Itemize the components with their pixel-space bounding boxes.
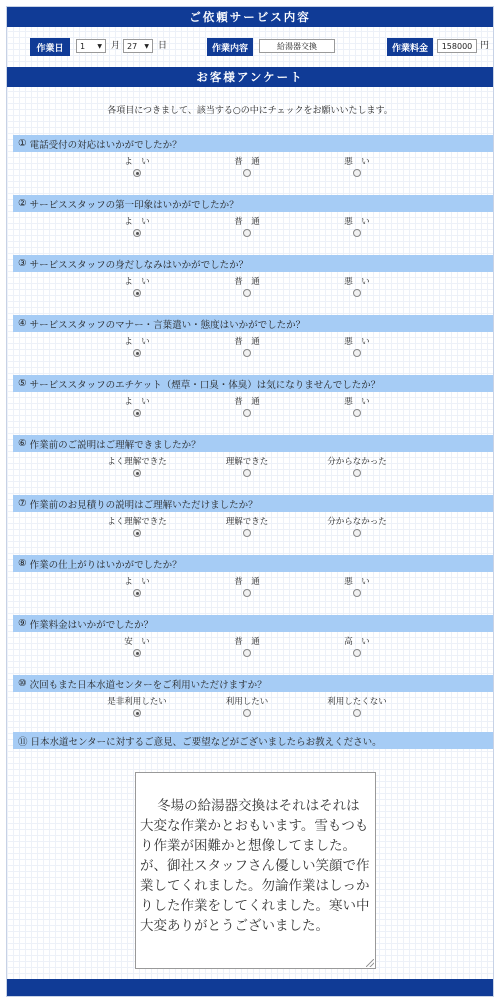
answer-option[interactable] xyxy=(87,517,187,537)
answer-radio[interactable] xyxy=(133,529,141,537)
answer-option-label: 普 通 xyxy=(234,277,260,287)
answer-option[interactable] xyxy=(87,397,187,417)
answer-option[interactable] xyxy=(307,457,407,477)
answer-option[interactable] xyxy=(197,277,297,297)
answer-radio[interactable] xyxy=(133,169,141,177)
answer-radio[interactable] xyxy=(133,469,141,477)
answer-option-label: 利用したい xyxy=(225,697,269,707)
question-header-8 xyxy=(13,555,493,572)
question-text: サービススタッフの身だしなみはいかがでしたか？ xyxy=(29,259,249,271)
answer-radio[interactable] xyxy=(243,469,251,477)
question-number: ⑨ xyxy=(18,618,27,629)
question-text: サービススタッフの第一印象はいかがでしたか？ xyxy=(29,199,239,211)
answer-option-label: 悪 い xyxy=(344,277,370,287)
answer-radio[interactable] xyxy=(353,709,361,717)
answer-option-label: 理解できた xyxy=(225,457,269,467)
answer-option[interactable] xyxy=(197,337,297,357)
question-text: 次回もまた日本水道センターをご利用いただけますか？ xyxy=(29,679,267,691)
answer-option[interactable] xyxy=(307,637,407,657)
work-fee-label: 作業料金 xyxy=(387,38,433,56)
answer-option[interactable] xyxy=(87,217,187,237)
answer-option[interactable] xyxy=(307,217,407,237)
answer-option[interactable] xyxy=(197,517,297,537)
answer-option-label: 普 通 xyxy=(234,577,260,587)
answer-radio[interactable] xyxy=(353,589,361,597)
day-select[interactable] xyxy=(123,39,153,53)
answer-option-label: 普 通 xyxy=(234,397,260,407)
question-number: ⑦ xyxy=(18,498,27,509)
question-header-5 xyxy=(13,375,493,392)
survey-intro: 各項目につきまして、該当する○の中にチェックをお願いいたします。 xyxy=(107,106,393,116)
answer-option-label: よ い xyxy=(124,217,150,227)
service-section-header: ご依頼サービス内容 xyxy=(7,7,493,27)
answer-option-label: よく理解できた xyxy=(107,457,167,467)
answer-option-label: 悪 い xyxy=(344,337,370,347)
question-text: サービススタッフのエチケット（煙草・口臭・体臭）は気になりませんでしたか？ xyxy=(29,379,381,391)
work-content-label: 作業内容 xyxy=(207,38,253,56)
answer-option-label: 普 通 xyxy=(234,637,260,647)
chevron-down-icon: ▼ xyxy=(144,42,149,50)
answer-radio[interactable] xyxy=(353,229,361,237)
answer-option[interactable] xyxy=(307,397,407,417)
answer-option-label: よ い xyxy=(124,277,150,287)
question-text: 作業の仕上がりはいかがでしたか？ xyxy=(29,559,182,571)
answer-option-label: よく理解できた xyxy=(107,517,167,527)
answer-radio[interactable] xyxy=(133,349,141,357)
answer-option[interactable] xyxy=(307,577,407,597)
answer-option[interactable] xyxy=(197,697,297,717)
question-header-11 xyxy=(13,732,493,749)
answer-option[interactable] xyxy=(197,577,297,597)
answer-option-label: よ い xyxy=(124,577,150,587)
answer-radio[interactable] xyxy=(353,649,361,657)
question-text: 作業料金はいかがでしたか？ xyxy=(29,619,154,631)
answer-option-label: 高 い xyxy=(344,637,370,647)
answer-radio[interactable] xyxy=(353,349,361,357)
answer-option-label: 是非利用したい xyxy=(107,697,167,707)
question-header-1 xyxy=(13,135,493,152)
answer-option-label: 分からなかった xyxy=(327,457,387,467)
question-text: サービススタッフのマナー・言葉遣い・態度はいかがでしたか？ xyxy=(29,319,306,331)
answer-radio[interactable] xyxy=(353,409,361,417)
answer-radio[interactable] xyxy=(133,409,141,417)
answer-option[interactable] xyxy=(87,157,187,177)
answer-option[interactable] xyxy=(87,337,187,357)
answer-option[interactable] xyxy=(87,697,187,717)
answer-radio[interactable] xyxy=(243,589,251,597)
answer-radio[interactable] xyxy=(243,229,251,237)
question-number: ⑤ xyxy=(18,378,27,389)
answer-radio[interactable] xyxy=(243,649,251,657)
answer-option-label: 普 通 xyxy=(234,337,260,347)
answer-option-label: 普 通 xyxy=(234,217,260,227)
answer-radio[interactable] xyxy=(243,529,251,537)
answer-option-label: 普 通 xyxy=(234,157,260,167)
question-header-9 xyxy=(13,615,493,632)
work-fee-unit: 円 xyxy=(480,41,490,51)
question-number: ⑧ xyxy=(18,558,27,569)
survey-form xyxy=(6,6,494,997)
answer-option-label: 悪 い xyxy=(344,217,370,227)
answer-radio[interactable] xyxy=(243,409,251,417)
answer-option[interactable] xyxy=(87,277,187,297)
answer-option[interactable] xyxy=(197,637,297,657)
comment-textarea[interactable] xyxy=(135,772,376,969)
answer-radio[interactable] xyxy=(133,709,141,717)
answer-radio[interactable] xyxy=(353,169,361,177)
answer-option-label: よ い xyxy=(124,337,150,347)
day-unit: 日 xyxy=(158,41,168,51)
service-details-row xyxy=(7,33,493,61)
answer-option[interactable] xyxy=(307,337,407,357)
answer-option-label: 分からなかった xyxy=(327,517,387,527)
question-number: ④ xyxy=(18,318,27,329)
question-header-3 xyxy=(13,255,493,272)
question-number: ① xyxy=(18,138,27,149)
answer-option-label: 悪 い xyxy=(344,157,370,167)
answer-radio[interactable] xyxy=(133,589,141,597)
answer-option-label: よ い xyxy=(124,157,150,167)
chevron-down-icon: ▼ xyxy=(97,42,102,50)
question-header-6 xyxy=(13,435,493,452)
answer-radio[interactable] xyxy=(243,289,251,297)
work-fee-field[interactable]: 158000 xyxy=(437,39,477,53)
month-select[interactable] xyxy=(76,39,106,53)
answer-option-label: よ い xyxy=(124,397,150,407)
question-header-4 xyxy=(13,315,493,332)
question-number: ⑩ xyxy=(18,678,27,689)
answer-option[interactable] xyxy=(197,217,297,237)
day-value: 27 xyxy=(127,41,138,51)
answer-radio[interactable] xyxy=(243,169,251,177)
answer-option-label: 悪 い xyxy=(344,577,370,587)
answer-option[interactable] xyxy=(87,637,187,657)
answer-radio[interactable] xyxy=(353,529,361,537)
footer-bar xyxy=(7,979,493,996)
answer-radio[interactable] xyxy=(133,289,141,297)
answer-option[interactable] xyxy=(197,157,297,177)
question-text: 電話受付の対応はいかがでしたか？ xyxy=(29,139,182,151)
month-value: 1 xyxy=(80,41,86,51)
answer-radio[interactable] xyxy=(133,649,141,657)
question-number: ② xyxy=(18,198,27,209)
answer-option-label: 利用したくない xyxy=(327,697,387,707)
question-text: 日本水道センターに対するご意見、ご要望などがございましたらお教えください。 xyxy=(30,736,382,748)
answer-option[interactable] xyxy=(307,277,407,297)
answer-option[interactable] xyxy=(307,697,407,717)
work-date-label: 作業日 xyxy=(30,38,70,56)
question-header-7 xyxy=(13,495,493,512)
answer-option[interactable] xyxy=(87,457,187,477)
question-header-2 xyxy=(13,195,493,212)
question-text: 作業前のお見積りの説明はご理解いただけましたか？ xyxy=(29,499,258,511)
question-number: ③ xyxy=(18,258,27,269)
question-number: ⑥ xyxy=(18,438,27,449)
work-content-field[interactable]: 給湯器交換 xyxy=(259,39,335,53)
month-unit: 月 xyxy=(111,41,121,51)
comment-text: 冬場の給湯器交換はそれはそれは大変な作業かとおもいます。雪もつもり作業が困難かと想像してました。が、御社スタッフさん優しい笑顔で作業してくれました。勿論作業はしっかりした作業をしてくれました。寒い中大変ありがとうございました。 xyxy=(140,798,370,934)
resize-grip-icon[interactable] xyxy=(366,959,374,967)
question-number: ⑪ xyxy=(18,736,28,748)
answer-option[interactable] xyxy=(197,397,297,417)
answer-option-label: 安 い xyxy=(124,637,150,647)
survey-section-header: お客様アンケート xyxy=(7,67,493,87)
question-header-10 xyxy=(13,675,493,692)
answer-option-label: 理解できた xyxy=(225,517,269,527)
answer-option[interactable] xyxy=(307,517,407,537)
answer-radio[interactable] xyxy=(353,469,361,477)
answer-option[interactable] xyxy=(197,457,297,477)
question-text: 作業前のご説明はご理解できましたか？ xyxy=(29,439,201,451)
answer-option[interactable] xyxy=(307,157,407,177)
answer-radio[interactable] xyxy=(353,289,361,297)
answer-radio[interactable] xyxy=(243,709,251,717)
answer-radio[interactable] xyxy=(133,229,141,237)
answer-radio[interactable] xyxy=(243,349,251,357)
answer-option[interactable] xyxy=(87,577,187,597)
answer-option-label: 悪 い xyxy=(344,397,370,407)
